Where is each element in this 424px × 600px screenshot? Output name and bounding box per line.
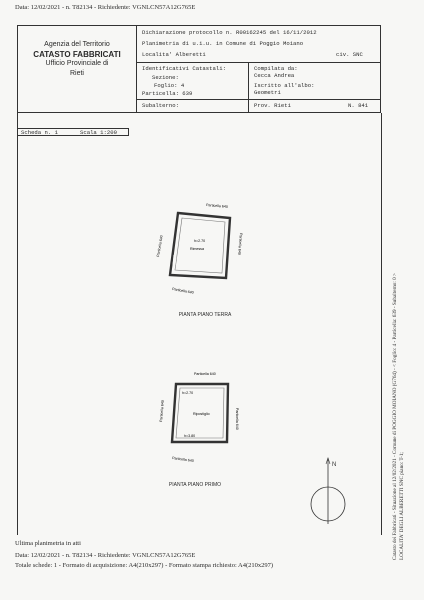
plan-terra-door bbox=[174, 255, 175, 265]
plan-primo-particella-right: Particella 640 bbox=[235, 408, 239, 430]
scheda-number: Scheda n. 1 bbox=[21, 129, 58, 136]
side-stamp-line2: LOCALITA' DEGLI ALBERETTI SNC piano: T-1; bbox=[398, 452, 405, 560]
north-label: N bbox=[332, 462, 337, 468]
foglio-field: Foglio: 4 bbox=[154, 82, 185, 89]
request-header-line: Data: 12/02/2021 - n. T82134 - Richiedente: VGNLCN57A12G765E bbox=[15, 4, 196, 11]
plan-terra-particella-bottom: Particella 640 bbox=[171, 287, 194, 295]
plan-terra-caption: PIANTA PIANO TERRA bbox=[178, 312, 232, 318]
plan-primo-particella-left: Particella 640 bbox=[159, 400, 165, 423]
footer-request-line: Data: 12/02/2021 - n. T82134 - Richiedente: VGNLCN57A12G765E bbox=[15, 552, 196, 559]
civico: civ. SNC bbox=[336, 51, 363, 58]
side-stamp-line1: Catasto dei Fabbricati - Situazione al 12/02/2021 - Comune di POGGIO MOIANO (G764) - < Foglio: 4 - Particella: 639 - Subalterno: 0 > bbox=[392, 273, 398, 560]
plan-primo-particella-bottom: Particella 640 bbox=[171, 456, 194, 464]
office-label: Ufficio Provinciale di bbox=[45, 60, 109, 67]
sheet-frame-left bbox=[17, 113, 18, 535]
plan-terra-outer-walls bbox=[170, 213, 230, 278]
plan-primo-particella-top: Particella 640 bbox=[194, 372, 216, 376]
agency-name: Agenzia del Territorio bbox=[44, 41, 110, 48]
plan-primo-height-bottom: h=3.80 bbox=[184, 434, 196, 438]
plan-primo-room-name: Ripostiglio bbox=[193, 412, 210, 416]
scala-value: Scala 1:200 bbox=[80, 129, 117, 136]
prov-value: Prov. Rieti bbox=[254, 102, 291, 109]
dichiarazione-line: Dichiarazione protocollo n. R00162245 del 16/11/2012 bbox=[142, 29, 317, 36]
footer-format-line: Totale schede: 1 - Formato di acquisizione: A4(210x297) - Formato stampa richiesto: A4(210x297) bbox=[15, 562, 274, 569]
plan-terra-particella-right: Particella 640 bbox=[237, 232, 243, 255]
particella-field: Particella: 639 bbox=[142, 90, 193, 97]
iscritto-title: Iscritto all'albo: bbox=[254, 82, 315, 89]
albo-value: Geometri bbox=[254, 89, 281, 96]
agency-block bbox=[18, 40, 136, 78]
north-arrow bbox=[300, 452, 360, 532]
identificativi-title: Identificativi Catastali: bbox=[142, 65, 226, 72]
planimetria-line: Planimetria di u.i.u. in Comune di Poggio Moiano bbox=[142, 40, 304, 47]
plan-terra-height: h=2.70 bbox=[194, 239, 206, 243]
plan-piano-primo bbox=[150, 362, 260, 472]
compilata-title: Compilata da: bbox=[254, 65, 298, 72]
sezione-field: Sezione: bbox=[152, 74, 179, 81]
catasto-title: CATASTO FABBRICATI bbox=[33, 49, 121, 59]
localita-line: Localita' Alberetti bbox=[142, 51, 206, 58]
compilatore-name: Cecca Andrea bbox=[254, 72, 295, 79]
albo-number: N. 841 bbox=[348, 102, 369, 109]
scheda-row bbox=[17, 128, 129, 136]
plan-primo-height-top: h=2.70 bbox=[182, 391, 194, 395]
side-cadastral-stamp bbox=[392, 140, 405, 560]
office-city: Rieti bbox=[69, 69, 84, 77]
plan-terra-room-name: Rimessa bbox=[190, 247, 204, 251]
sheet-frame-right bbox=[381, 113, 382, 535]
plan-terra-inner-walls bbox=[175, 218, 225, 273]
plan-piano-terra bbox=[150, 195, 260, 305]
plan-terra-particella-top: Particella 640 bbox=[205, 203, 228, 209]
subalterno-field: Subalterno: bbox=[142, 102, 179, 109]
footer-last-plan: Ultima planimetria in atti bbox=[15, 540, 81, 547]
header-table bbox=[17, 25, 381, 113]
plan-primo-caption: PIANTA PIANO PRIMO bbox=[168, 482, 222, 488]
plan-terra-particella-left: Particella 640 bbox=[156, 235, 164, 258]
